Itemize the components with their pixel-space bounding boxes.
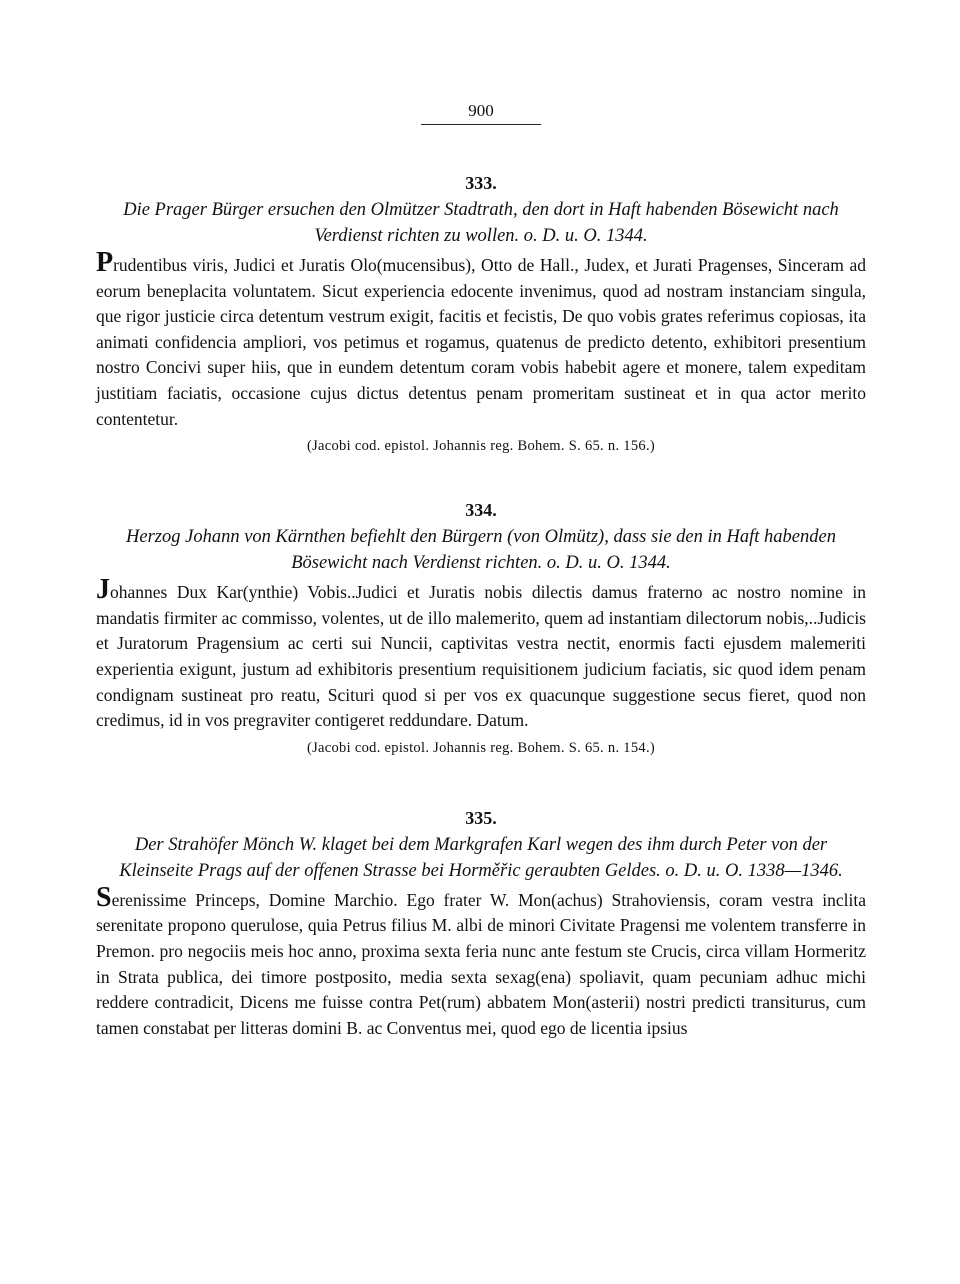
document-title: Der Strahöfer Mönch W. klaget bei dem Markgrafen Karl wegen des ihm durch Peter von der Kleinseite Prags auf der offenen Strasse bei Horměřic geraubten Geldes. o. D. u. O. 1338—1346. bbox=[119, 834, 843, 881]
source-citation: (Jacobi cod. epistol. Johannis reg. Bohem. S. 65. n. 156.) bbox=[306, 438, 656, 455]
document-number: 333. bbox=[465, 173, 497, 193]
document-title: Herzog Johann von Kärnthen befiehlt den Bürgern (von Olmütz), dass sie den in Haft habenden Bösewicht nach Verdienst richten. o. D. u. O. 1344. bbox=[126, 527, 836, 574]
document-333 bbox=[96, 171, 866, 458]
initial-letter: S bbox=[96, 881, 112, 913]
source-citation: (Jacobi cod. epistol. Johannis reg. Bohem. S. 65. n. 154.) bbox=[306, 739, 656, 756]
page-number: 900 bbox=[468, 101, 494, 120]
header-rule bbox=[421, 124, 541, 125]
document-number: 335. bbox=[465, 807, 497, 828]
document-text: rudentibus viris, Judici et Juratis Olo(mucensibus), Otto de Hall., Judex, et Jurati Pragenses, Sinceram ad eorum beneplacita voluntatem. Sicut experiencia edocente invenimus, quod ad nostram instanciam singula, que rigor justicie circa detentum vestrum exigit, facitis et fecistis, De quo vobis grates referimus copiosas, ita animati confidencia ampliori, vos petimus et rogamus, quatenus de predicto detento, exhibitori presentium nostro Concivi super hiis, que in eundem detentum coram vobis habebit agere et monere, talem expeditam justitiam faciatis, occasione cujus dictus detentus penam promeritam sustineat et in qua actor merito contentetur. bbox=[96, 255, 866, 429]
page bbox=[96, 100, 866, 1041]
document-text: erenissime Princeps, Domine Marchio. Ego frater W. Mon(achus) Strahoviensis, coram vestra inclita serenitate propono querulose, quia Petrus filius M. albi de minori Civitate Pragensi me volentem transferre in Premon. pro negociis meis hoc anno, proxima sexta feria nunc ante festum ste Crucis, circa villam Hormeritz in Strata publica, dei timore postposito, media sexta sexag(ena) spoliavit, quam pecuniam adhuc michi reddere contradicit, Dicens me fuisse contra Pet(rum) abbatem Mon(asterii) nostri predicti transiturus, cum tamen constabat per litteras domini B. ac Conventus mei, quod ego de licentia ipsius bbox=[96, 889, 866, 1038]
document-body bbox=[96, 881, 866, 1042]
initial-letter: P bbox=[96, 247, 114, 278]
document-334 bbox=[96, 498, 866, 760]
document-body bbox=[96, 574, 866, 734]
document-number: 334. bbox=[465, 500, 497, 521]
document-title: Die Prager Bürger ersuchen den Olmützer Stadtrath, den dort in Haft habenden Bösewicht nach Verdienst richten zu wollen. o. D. u. O. 1344. bbox=[123, 200, 839, 246]
initial-letter: J bbox=[96, 574, 110, 606]
document-335 bbox=[96, 806, 866, 1042]
document-body bbox=[96, 247, 866, 432]
document-text: ohannes Dux Kar(ynthie) Vobis..Judici et Juratis nobis dilectis damus fraterno ac nostro nomine in mandatis firmiter ac commisso, volentes, ut de illo malemerito, quem ad instantiam dilectorum nobis,..Judicis et Juratorum Pragensium ac certi sui Nuncii, captivitas vestra nectit, enormis facti ejusdem malemeriti experientia exigunt, justum ad exhibitoris presentium requisitionem judicium faciatis, sic quod idem penam condignam sustineat pro reatu, Sciturі quod si per vos ex quacunque suggestione secus fieret, quod non credimus, id in vos pregraviter contigeret reddundare. Datum. bbox=[96, 582, 866, 731]
